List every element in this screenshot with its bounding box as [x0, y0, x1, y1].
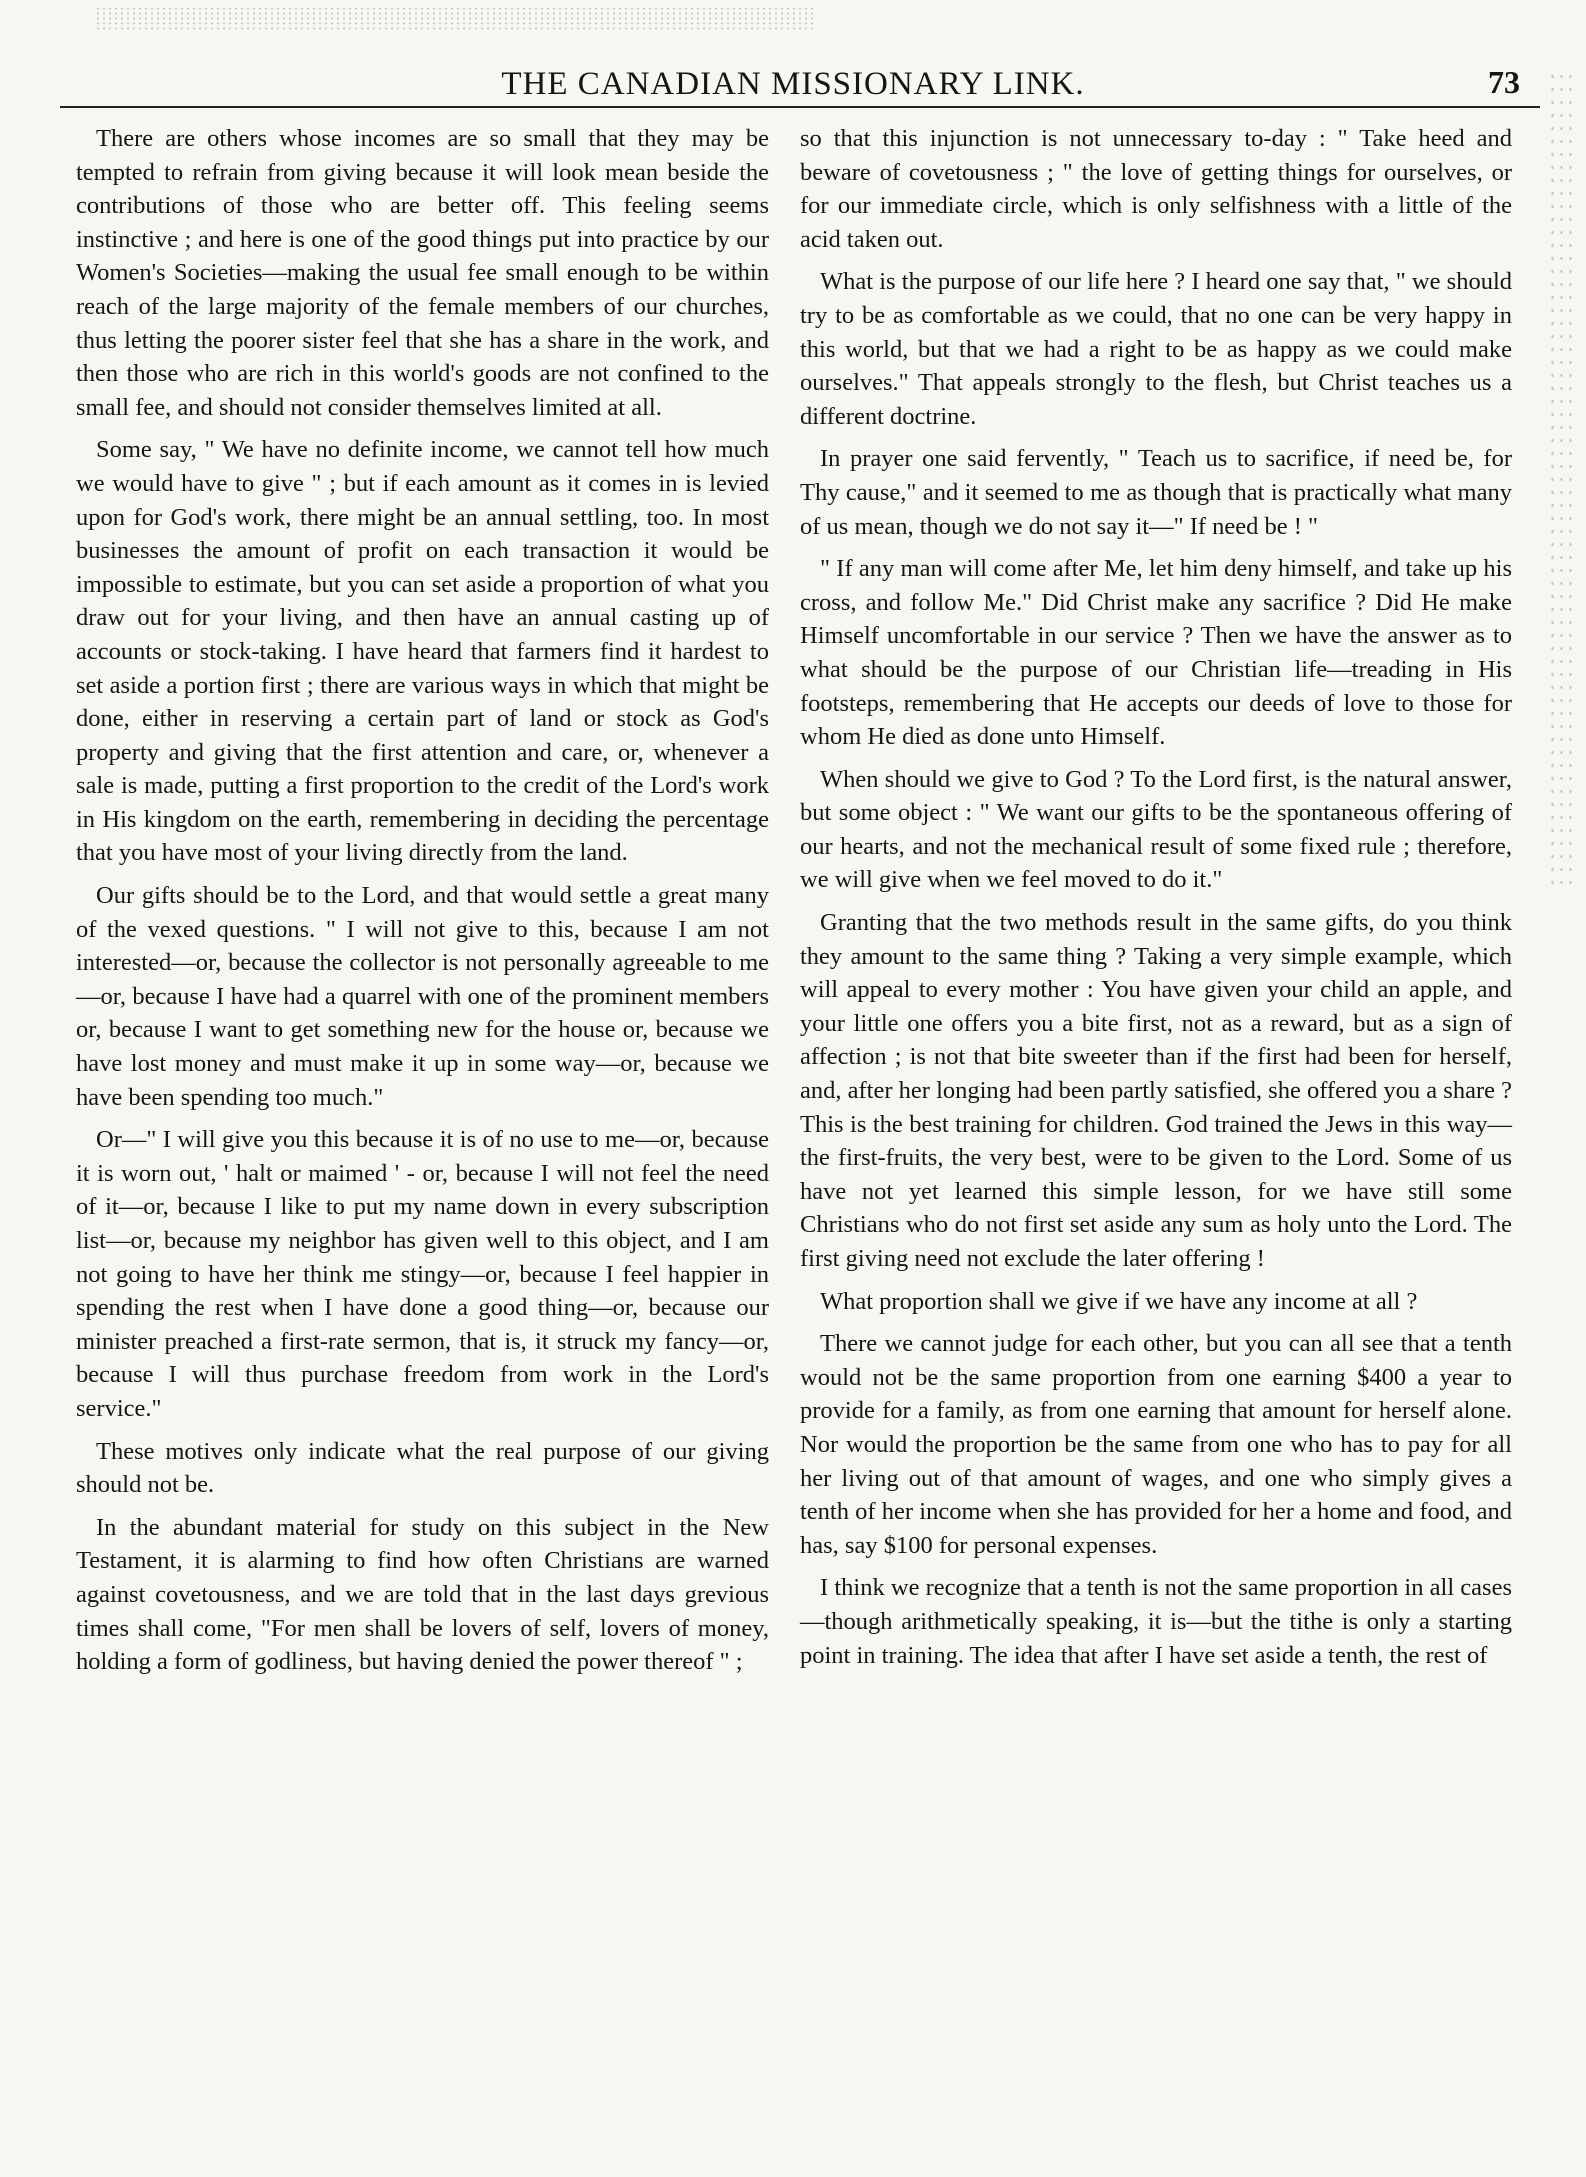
- page-title: THE CANADIAN MISSIONARY LINK.: [501, 66, 1085, 102]
- paragraph: Or—" I will give you this because it is of no use to me—or, because it is worn out, ' halt or maimed ' - or, because I will not feel the need of it—or, because I like to put my name down in every subscription list—or, because my neighbor has given well to this object, and I am not going to have her think me stingy—or, because I feel happier in spending the rest when I have done a good thing—or, because our minister preached a first-rate sermon, that is, it struck my fancy—or, because I will thus purchase freedom from work in the Lord's service.": [76, 1126, 769, 1422]
- paragraph: Our gifts should be to the Lord, and that would settle a great many of the vexed questions. " I will not give to this, because I am not interested—or, because the collector is not personally agreeable to me—or, because I have had a quarrel with one of the prominent members or, because I want to get something new for the house or, because we have lost money and must make it up in some way—or, because we have been spending too much.": [76, 882, 769, 1111]
- paragraph: What is the purpose of our life here ? I heard one say that, " we should try to be as comfortable as we could, that no one can be very happy in this world, but that we had a right to be as happy as we could make ourselves." That appeals strongly to the flesh, but Christ teaches us a different doctrine.: [800, 268, 1512, 430]
- paragraph: Granting that the two methods result in the same gifts, do you think they amount to the same thing ? Taking a very simple example, which will appeal to every mother : You have given your child an apple, and your little one offers you a bite first, not as a reward, but as a sign of affection ; is not that bite sweeter than if the first had been for herself, and, after her longing had been partly satisfied, she offered you a share ? This is the best training for children. God trained the Jews in this way—the first-fruits, the very best, were to be given to the Lord. Some of us have not yet learned this simple lesson, for we have still some Christians who do not first set aside any sum as holy unto the Lord. The first giving need not exclude the later offering !: [800, 909, 1512, 1272]
- page-header: [0, 62, 1586, 106]
- paragraph: There are others whose incomes are so small that they may be tempted to refrain from giving because it will look mean beside the contributions of those who are better off. This feeling seems instinctive ; and here is one of the good things put into practice by our Women's Societies—making the usual fee small enough to be within reach of the large majority of the female members of our churches, thus letting the poorer sister feel that she has a share in the work, and then those who are rich in this world's goods are not confined to the small fee, and should not consider themselves limited at all.: [76, 125, 769, 421]
- paragraph: so that this injunction is not unnecessary to-day : " Take heed and beware of covetousness ; " the love of getting things for ourselves, or for our immediate circle, which is only selfishness with a little of the acid taken out.: [800, 125, 1512, 253]
- print-speckle-top: [95, 6, 815, 32]
- right-column: [800, 122, 1512, 2162]
- paragraph: In the abundant material for study on this subject in the New Testament, it is alarming to find how often Christians are warned against covetousness, and we are told that in the last days grevious times shall come, "For men shall be lovers of self, lovers of money, holding a form of godliness, but having denied the power thereof " ;: [76, 1513, 769, 1676]
- paragraph: What proportion shall we give if we have any income at all ?: [820, 1287, 1418, 1315]
- paragraph: In prayer one said fervently, " Teach us to sacrifice, if need be, for Thy cause," and it seemed to me as though that is practically what many of us mean, though we do not say it—" If need be ! ": [800, 445, 1512, 540]
- paragraph: " If any man will come after Me, let him deny himself, and take up his cross, and follow Me." Did Christ make any sacrifice ? Did He make Himself uncomfortable in our service ? Then we have the answer as to what should be the purpose of our Christian life—treading in His footsteps, remembering that He accepts our deeds of love to those for whom He died as done unto Himself.: [800, 555, 1512, 751]
- print-speckle-margin: [1548, 70, 1578, 890]
- page-number: 73: [1488, 64, 1520, 100]
- paragraph: There we cannot judge for each other, but you can all see that a tenth would not be the same proportion from one earning $400 a year to provide for a family, as from one earning that amount for herself alone. Nor would the proportion be the same from one who has to pay for all her living out of that amount of wages, and one who simply gives a tenth of her income when she has provided for her a home and food, and has, say $100 for personal expenses.: [800, 1330, 1512, 1559]
- header-rule: [60, 106, 1540, 108]
- left-column: [76, 122, 769, 2162]
- paragraph: Some say, " We have no definite income, we cannot tell how much we would have to give " ; but if each amount as it comes in is levied upon for God's work, there might be an annual settling, too. In most businesses the amount of profit on each transaction it would be impossible to estimate, but you can set aside a proportion of what you draw out for your living, and then have an annual casting up of accounts or stock-taking. I have heard that farmers find it hardest to set aside a portion first ; there are various ways in which that might be done, either in reserving a certain part of land or stock as God's property and giving that the first attention and care, or, whenever a sale is made, putting a first proportion to the credit of the Lord's work in His kingdom on the earth, remembering in deciding the percentage that you have most of your living directly from the land.: [76, 436, 769, 867]
- paragraph: When should we give to God ? To the Lord first, is the natural answer, but some object : " We want our gifts to be the spontaneous offering of our hearts, and not the mechanical result of some fixed rule ; therefore, we will give when we feel moved to do it.": [800, 765, 1512, 894]
- paragraph: These motives only indicate what the real purpose of our giving should not be.: [76, 1437, 769, 1499]
- paragraph: I think we recognize that a tenth is not the same proportion in all cases—though arithmetically speaking, it is—but the tithe is only a starting point in training. The idea that after I have set aside a tenth, the rest of: [800, 1574, 1512, 1669]
